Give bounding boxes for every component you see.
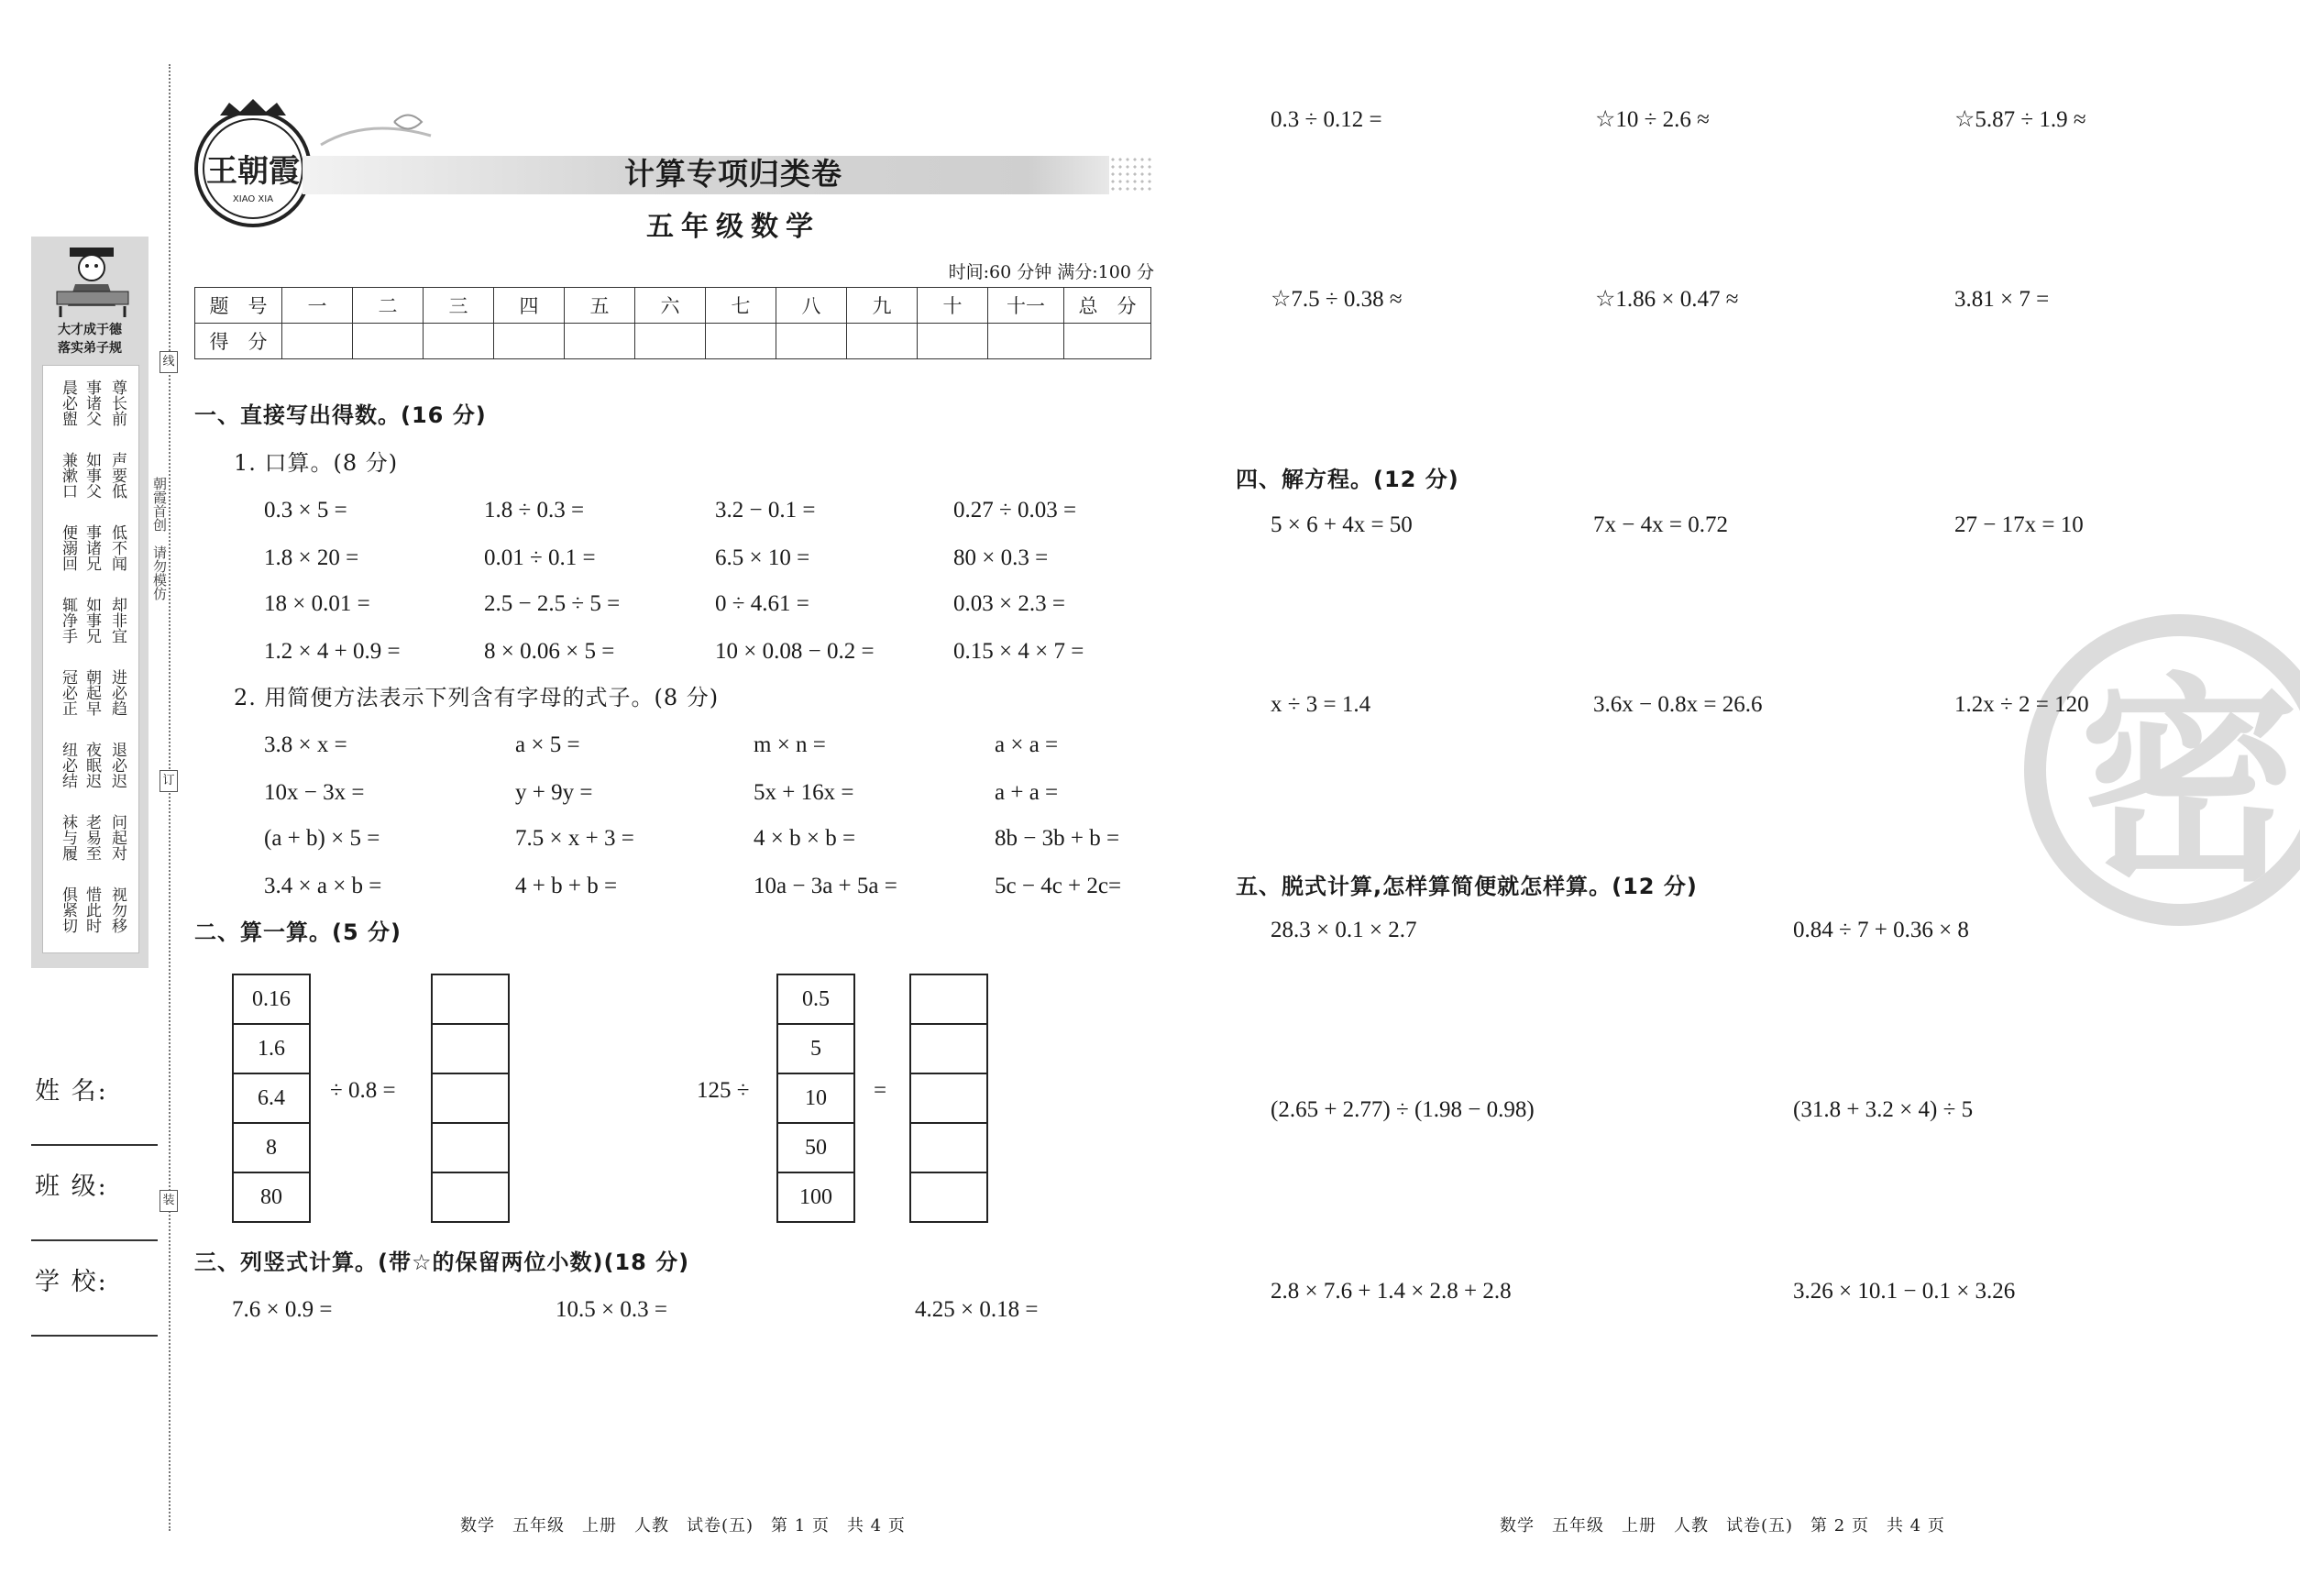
oral-calc-item: 10 × 0.08 − 0.2 =: [715, 639, 875, 664]
brand-tag: XIAO XIA: [232, 194, 274, 204]
score-input[interactable]: [1064, 324, 1151, 359]
page-subtitle: 五年级数学: [646, 212, 820, 242]
column-value: 50: [777, 1123, 854, 1172]
oral-calc-item: 18 × 0.01 =: [264, 591, 370, 616]
sidebar-motto: [37, 321, 143, 358]
score-input[interactable]: [565, 324, 635, 359]
oral-calc-item: 6.5 × 10 =: [715, 545, 810, 570]
score-input[interactable]: [988, 324, 1064, 359]
name-underline[interactable]: [31, 1144, 158, 1146]
oral-calc-item: 0 ÷ 4.61 =: [715, 591, 809, 616]
verse-column: 惜此时: [83, 886, 101, 933]
stepwise-item: 3.26 × 10.1 − 0.1 × 3.26: [1793, 1279, 2016, 1304]
score-input[interactable]: [847, 324, 918, 359]
school-label: 学 校:: [35, 1268, 108, 1296]
right-prefix: 125 ÷: [697, 1078, 750, 1103]
letter-expr-item: 3.8 × x =: [264, 732, 347, 757]
score-input[interactable]: [706, 324, 776, 359]
letter-expr-item: (a + b) × 5 =: [264, 826, 380, 851]
score-cell: 五: [565, 288, 635, 324]
section1-part2: 2. 用简便方法表示下列含有字母的式子。(8 分): [234, 685, 720, 710]
score-input[interactable]: [776, 324, 847, 359]
letter-expr-item: m × n =: [754, 732, 826, 757]
oral-calc-item: 80 × 0.3 =: [953, 545, 1049, 570]
section3-title: 三、列竖式计算。(带☆的保留两位小数)(18 分): [194, 1249, 690, 1275]
vertical-calc-item: 7.6 × 0.9 =: [232, 1297, 333, 1322]
oral-calc-item: 0.01 ÷ 0.1 =: [484, 545, 596, 570]
oral-calc-item: 8 × 0.06 × 5 =: [484, 639, 615, 664]
letter-expr-item: a + a =: [995, 780, 1059, 805]
class-underline[interactable]: [31, 1239, 158, 1241]
watermark-glyph: 密: [2079, 655, 2300, 911]
stepwise-item: 0.84 ÷ 7 + 0.36 × 8: [1793, 918, 1969, 942]
stepwise-item: (2.65 + 2.77) ÷ (1.98 − 0.98): [1271, 1097, 1535, 1122]
score-input[interactable]: [424, 324, 494, 359]
oral-calc-item: 1.8 × 20 =: [264, 545, 359, 570]
seal-ding: 订: [160, 770, 178, 792]
section4-title: 四、解方程。(12 分): [1236, 467, 1459, 492]
verse-column: 如事兄: [83, 596, 101, 644]
seal-zhuang: 装: [160, 1190, 178, 1212]
score-input[interactable]: [494, 324, 565, 359]
seal-xian: 线: [160, 351, 178, 373]
oral-calc-item: 0.3 × 5 =: [264, 498, 347, 523]
score-cell: 十: [918, 288, 988, 324]
footer-page-2: 数学 五年级 上册 人教 试卷(五) 第 2 页 共 4 页: [1500, 1516, 1945, 1535]
letter-expr-item: 10a − 3a + 5a =: [754, 874, 897, 898]
left-operator: ÷ 0.8 =: [330, 1078, 396, 1103]
letter-expr-item: 4 + b + b =: [515, 874, 618, 898]
section2-title: 二、算一算。(5 分): [194, 919, 402, 945]
verse-column: 朝起早: [83, 668, 101, 716]
stepwise-item: 28.3 × 0.1 × 2.7: [1271, 918, 1417, 942]
verse-column: 事诸兄: [83, 523, 101, 571]
verse-column: 进必趋: [108, 668, 127, 716]
equation-item: 5 × 6 + 4x = 50: [1271, 512, 1413, 537]
verse-column: 兼漱口: [59, 451, 77, 499]
score-cell: 七: [706, 288, 776, 324]
page-title: 计算专项归类卷: [624, 156, 842, 192]
footer-page-1: 数学 五年级 上册 人教 试卷(五) 第 1 页 共 4 页: [460, 1516, 906, 1535]
vertical-calc-item: 3.81 × 7 =: [1954, 287, 2050, 312]
answer-box[interactable]: [910, 974, 987, 1024]
score-label-cell: 得 分: [195, 324, 282, 359]
verse-column: 俱紧切: [59, 886, 77, 933]
section1-title: 一、直接写出得数。(16 分): [194, 402, 487, 428]
verse-column: 声要低: [108, 451, 127, 499]
stepwise-item: 2.8 × 7.6 + 1.4 × 2.8 + 2.8: [1271, 1279, 1512, 1304]
verse-column: 却非宜: [108, 596, 127, 644]
letter-expr-item: 4 × b × b =: [754, 826, 856, 851]
verse-column: 纽必结: [59, 741, 77, 788]
verse-column: 辄净手: [59, 596, 77, 644]
banner-dots: [1109, 156, 1155, 194]
scholar-illustration: [51, 240, 136, 319]
letter-expr-item: y + 9y =: [515, 780, 593, 805]
oral-calc-item: 0.03 × 2.3 =: [953, 591, 1065, 616]
column-value: 8: [233, 1123, 310, 1172]
left-answer-column: [431, 974, 510, 1223]
equation-item: 1.2x ÷ 2 = 120: [1954, 692, 2089, 717]
letter-expr-item: 3.4 × a × b =: [264, 874, 382, 898]
oral-calc-item: 1.8 ÷ 0.3 =: [484, 498, 585, 523]
oral-calc-item: 1.2 × 4 + 0.9 =: [264, 639, 401, 664]
score-header-row: [195, 288, 1151, 324]
letter-expr-item: 5c − 4c + 2c=: [995, 874, 1122, 898]
left-input-column: [232, 974, 311, 1223]
verse-column: 冠必正: [59, 668, 77, 716]
vertical-calc-item: ☆5.87 ÷ 1.9 ≈: [1954, 107, 2086, 132]
section1-part1: 1. 口算。(8 分): [234, 450, 399, 476]
letter-expr-item: 8b − 3b + b =: [995, 826, 1120, 851]
score-value-row: [195, 324, 1151, 359]
verse-column: 夜眠迟: [83, 741, 101, 788]
name-label: 姓 名:: [35, 1077, 108, 1106]
score-input[interactable]: [918, 324, 988, 359]
answer-box[interactable]: [910, 1172, 987, 1222]
equation-item: 3.6x − 0.8x = 26.6: [1593, 692, 1763, 717]
equation-item: 27 − 17x = 10: [1954, 512, 2084, 537]
answer-box[interactable]: [432, 1172, 509, 1222]
column-value: 0.5: [777, 974, 854, 1024]
motto-line-1: 大才成于德: [58, 323, 122, 337]
vertical-calc-item: ☆7.5 ÷ 0.38 ≈: [1271, 287, 1403, 312]
column-value: 5: [777, 1024, 854, 1073]
time-info: 时间:60 分钟 满分:100 分: [948, 262, 1154, 282]
oral-calc-item: 0.15 × 4 × 7 =: [953, 639, 1084, 664]
right-answer-column: [909, 974, 988, 1223]
letter-expr-item: 10x − 3x =: [264, 780, 365, 805]
answer-box[interactable]: [910, 1024, 987, 1073]
answer-box[interactable]: [432, 1024, 509, 1073]
right-input-column: [776, 974, 855, 1223]
score-cell: 三: [424, 288, 494, 324]
verse-column: 退必迟: [108, 741, 127, 788]
score-input[interactable]: [635, 324, 706, 359]
verse-column: 低不闻: [108, 523, 127, 571]
letter-expr-item: 7.5 × x + 3 =: [515, 826, 634, 851]
answer-box[interactable]: [910, 1073, 987, 1123]
verse-column: 如事父: [83, 451, 101, 499]
motto-line-2: 落实弟子规: [58, 341, 122, 356]
verse-column: 老易至: [83, 813, 101, 861]
oral-calc-item: 0.27 ÷ 0.03 =: [953, 498, 1077, 523]
score-cell: 四: [494, 288, 565, 324]
oral-calc-item: 2.5 − 2.5 ÷ 5 =: [484, 591, 621, 616]
column-value: 6.4: [233, 1073, 310, 1123]
answer-box[interactable]: [432, 1123, 509, 1172]
column-value: 1.6: [233, 1024, 310, 1073]
column-value: 0.16: [233, 974, 310, 1024]
equation-item: 7x − 4x = 0.72: [1593, 512, 1728, 537]
score-cell: 一: [282, 288, 353, 324]
confidential-watermark: [2024, 614, 2300, 926]
verse-column: 视勿移: [108, 886, 127, 933]
vertical-calc-item: 10.5 × 0.3 =: [556, 1297, 667, 1322]
section5-title: 五、脱式计算,怎样算简便就怎样算。(12 分): [1236, 874, 1698, 899]
verse-column: 事诸父: [83, 379, 101, 426]
score-cell: 题 号: [195, 288, 282, 324]
letter-expr-item: 5x + 16x =: [754, 780, 854, 805]
oral-calc-item: 3.2 − 0.1 =: [715, 498, 816, 523]
verse-column: 尊长前: [108, 379, 127, 426]
binding-dotted-line: [169, 64, 171, 1531]
stepwise-item: (31.8 + 3.2 × 4) ÷ 5: [1793, 1097, 1974, 1122]
equation-item: x ÷ 3 = 1.4: [1271, 692, 1371, 717]
vertical-calc-item: ☆1.86 × 0.47 ≈: [1595, 287, 1739, 312]
class-label: 班 级:: [35, 1172, 108, 1201]
vertical-note-text: 朝霞首创 请勿模仿: [151, 477, 168, 600]
vertical-note: [149, 477, 168, 600]
score-cell: 六: [635, 288, 706, 324]
score-cell: 八: [776, 288, 847, 324]
answer-box[interactable]: [910, 1123, 987, 1172]
score-cell: 二: [353, 288, 424, 324]
column-value: 100: [777, 1172, 854, 1222]
score-cell: 总 分: [1064, 288, 1151, 324]
vertical-calc-item: ☆10 ÷ 2.6 ≈: [1595, 107, 1710, 132]
score-cell: 九: [847, 288, 918, 324]
brand-name: 王朝霞: [206, 153, 300, 190]
verse-column: 晨必盥: [59, 379, 77, 426]
letter-expr-item: a × 5 =: [515, 732, 580, 757]
verse-column: 袜与履: [59, 813, 77, 861]
answer-box[interactable]: [432, 1073, 509, 1123]
column-value: 10: [777, 1073, 854, 1123]
school-underline[interactable]: [31, 1335, 158, 1337]
vertical-calc-item: 0.3 ÷ 0.12 =: [1271, 107, 1382, 132]
right-equals: =: [874, 1078, 887, 1103]
score-table: [194, 287, 1151, 359]
column-value: 80: [233, 1172, 310, 1222]
letter-expr-item: a × a =: [995, 732, 1059, 757]
verse-column: 问起对: [108, 813, 127, 861]
score-input[interactable]: [282, 324, 353, 359]
score-cell: 十一: [988, 288, 1064, 324]
answer-box[interactable]: [432, 974, 509, 1024]
score-input[interactable]: [353, 324, 424, 359]
vertical-calc-item: 4.25 × 0.18 =: [915, 1297, 1039, 1322]
verse-column: 便溺回: [59, 523, 77, 571]
